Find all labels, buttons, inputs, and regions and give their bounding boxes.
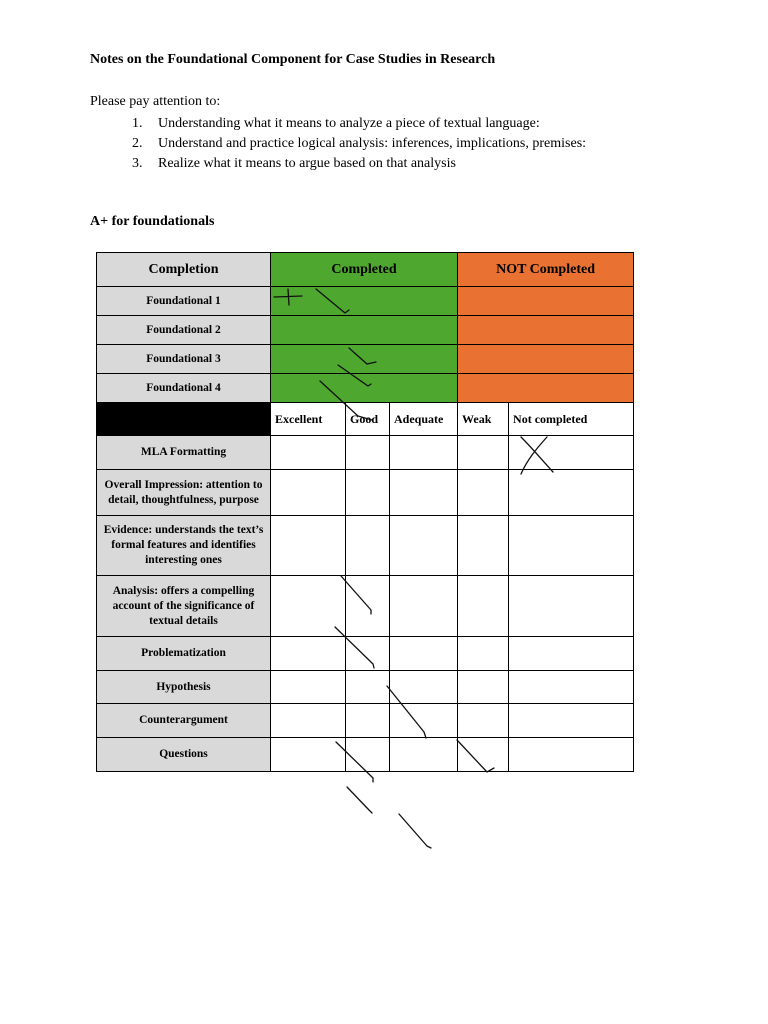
rating-cell (346, 470, 390, 516)
intro-text: Please pay attention to: (90, 94, 221, 109)
rating-cell (346, 516, 390, 576)
rating-cell (509, 704, 634, 738)
rating-good: Good (346, 403, 390, 436)
rating-cell (346, 576, 390, 637)
not-completed-cell (458, 287, 634, 316)
rating-cell (458, 738, 509, 772)
criterion-label: Counterargument (97, 704, 271, 738)
rating-cell (458, 671, 509, 704)
rating-cell (346, 704, 390, 738)
rating-cell (458, 516, 509, 576)
rating-cell (509, 671, 634, 704)
rating-cell (509, 637, 634, 671)
rating-cell (509, 576, 634, 637)
list-text: Realize what it means to argue based on that analysis (158, 156, 456, 171)
rating-excellent: Excellent (271, 403, 346, 436)
criterion-label: MLA Formatting (97, 436, 271, 470)
rating-cell (346, 738, 390, 772)
rating-cell (271, 576, 346, 637)
rating-adequate: Adequate (390, 403, 458, 436)
completed-cell (271, 287, 458, 316)
list-item (132, 134, 586, 154)
rating-cell (271, 436, 346, 470)
rating-cell (390, 738, 458, 772)
rating-cell (390, 576, 458, 637)
rating-cell (346, 671, 390, 704)
list-number: 3. (132, 156, 143, 171)
list-number: 1. (132, 116, 143, 131)
rating-cell (509, 738, 634, 772)
criterion-label: Analysis: offers a compelling account of the significance of textual details (97, 576, 271, 637)
attention-list (132, 114, 586, 174)
rating-cell (390, 704, 458, 738)
rating-cell (509, 470, 634, 516)
foundational-label: Foundational 1 (97, 287, 271, 316)
foundational-label: Foundational 2 (97, 316, 271, 345)
rubric-table (96, 252, 634, 772)
header-completed: Completed (271, 253, 458, 287)
rating-cell (271, 738, 346, 772)
rating-cell (390, 470, 458, 516)
grade-subheading: A+ for foundationals (90, 214, 215, 229)
rating-cell (509, 516, 634, 576)
not-completed-cell (458, 345, 634, 374)
rating-cell (271, 671, 346, 704)
criterion-label: Hypothesis (97, 671, 271, 704)
check-mark (347, 787, 372, 813)
criterion-label: Overall Impression: attention to detail, thoughtfulness, purpose (97, 470, 271, 516)
not-completed-cell (458, 374, 634, 403)
rating-cell (458, 637, 509, 671)
rating-cell (390, 516, 458, 576)
not-completed-cell (458, 316, 634, 345)
criterion-label: Evidence: understands the text’s formal features and identifies interesting ones (97, 516, 271, 576)
rating-weak: Weak (458, 403, 509, 436)
completed-cell (271, 374, 458, 403)
header-not-completed: NOT Completed (458, 253, 634, 287)
criterion-label: Problematization (97, 637, 271, 671)
rating-cell (346, 637, 390, 671)
rating-cell (271, 516, 346, 576)
rating-cell (458, 470, 509, 516)
criterion-label: Questions (97, 738, 271, 772)
list-text: Understanding what it means to analyze a piece of textual language: (158, 116, 540, 131)
list-item (132, 154, 586, 174)
rating-cell (509, 436, 634, 470)
list-text: Understand and practice logical analysis: inferences, implications, premises: (158, 136, 587, 151)
rating-cell (458, 704, 509, 738)
rating-cell (390, 637, 458, 671)
check-mark (399, 814, 431, 848)
list-item (132, 114, 586, 134)
completed-cell (271, 316, 458, 345)
rating-cell (458, 576, 509, 637)
rating-cell (458, 436, 509, 470)
foundational-label: Foundational 4 (97, 374, 271, 403)
blank-header-cell (97, 403, 271, 436)
list-number: 2. (132, 136, 143, 151)
rating-cell (346, 436, 390, 470)
rating-cell (390, 436, 458, 470)
document-title: Notes on the Foundational Component for Case Studies in Research (90, 52, 496, 67)
rating-cell (271, 637, 346, 671)
rating-cell (271, 704, 346, 738)
rating-cell (390, 671, 458, 704)
rating-not-completed: Not completed (509, 403, 634, 436)
foundational-label: Foundational 3 (97, 345, 271, 374)
completed-cell (271, 345, 458, 374)
rating-cell (271, 470, 346, 516)
header-completion: Completion (97, 253, 271, 287)
